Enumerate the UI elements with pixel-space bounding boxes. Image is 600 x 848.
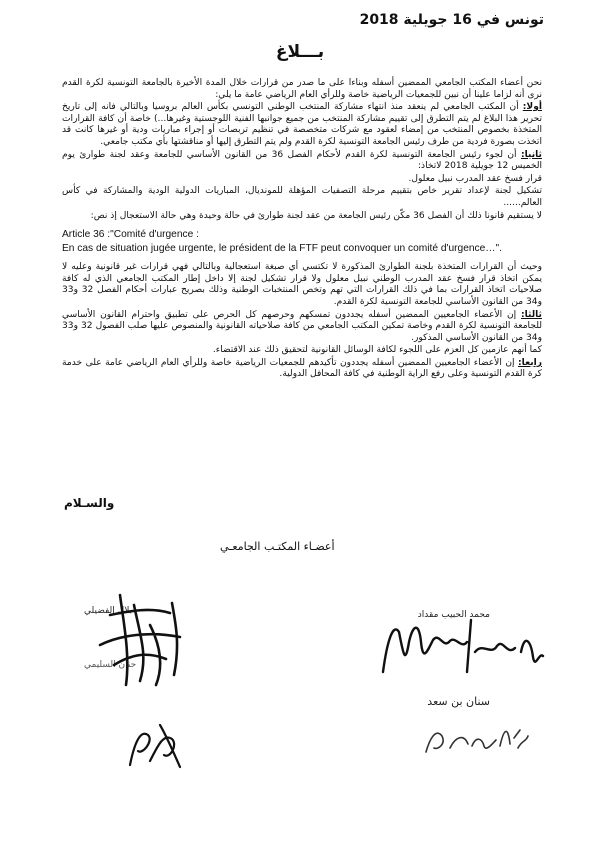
signatory-name-left-top: بلال الفضيلي — [84, 606, 133, 616]
point-three-text: إن الأعضاء الجامعيين الممضين أسفله يجددون تمسكهم وحرصهم كل الحرص على تطبيق واحترام القانون الأساسي للجامعة التونسية لكرة القدم وخاصة تمكين المكتب الجامعي من كافة صلاحياته القانونية والمنصوص عليها صلب الفصول 32 و33 و34 من القانون الأساسي المذكور. — [62, 309, 542, 343]
point-two — [62, 150, 542, 173]
intro-paragraph: نحن أعضاء المكتب الجامعي الممضين أسفله وبناءا على ما صدر من قرارات خلال المدة الأخيرة بالجامعة التونسية لكرة القدم نرى أنه لزاما علينا أن نبين للجمعيات الرياضية خاصة وللرأي العام الرياضي عامة ما يلي: — [62, 78, 542, 100]
members-label: أعضـاء المكتـب الجامعـي — [220, 540, 335, 553]
article-quote-line-2: En cas de situation jugée urgente, le président de la FTF peut convoquer un comité d'urgence…". — [62, 243, 502, 255]
signatory-name-left-mid: حنان السليمي — [84, 660, 137, 670]
point-two-item-2: تشكيل لجنة لإعداد تقرير خاص بتقييم مرحلة التصفيات المؤهلة للمونديال، المباريات الدولية الودية والمشاركة في كأس العالم...... — [62, 186, 542, 208]
point-two-text: أن لجوء رئيس الجامعة التونسية لكرة القدم لأحكام الفصل 36 من القانون الأساسي للجامعة وعقد لجنة طوارئ يوم الخميس 12 جويلية 2018 لاتخاذ: — [62, 149, 542, 172]
point-one-text: أن المكتب الجامعي لم ينعقد منذ انتهاء مشاركة المنتخب الوطني التونسي بكأس العالم بروسيا وبالتالي فانه إلى تاريخ تحرير هذا البلاغ لم يتم التطرق إلى تقييم مشاركة المنتخب من جميع جوانبها الفنية اللوجستية وغيرها...) خاصة أن كافة القرارات المتخذة بخصوص المنتخب من إمضاء لعقود مع شركات متخصصة في تنظيم تربصات أو إجراء مباريات ودية أو غيرها كانت قد اتخذت بصورة فردية من طرف رئيس الجامعة التونسية لكرة القدم ولم يتم التطرق إليها أو مناقشتها بأي مكتب جامعي. — [62, 102, 542, 147]
point-three-preamble: وحيث أن القرارات المتخذة بلجنة الطوارئ المذكورة لا تكتسي أي صبغة استعجالية وبالتالي فهي قرارات غير قانونية وعليه لا يمكن اتخاذ قرار فسخ عقد المدرب الوطني نبيل معلول ولا قرار تشكيل لجنة إلا داخل إطار المكتب الجامعي الذي له كافة صلاحيات اتخاذ القرارات بما في ذلك القرارات التي تهم وتخص المنتخبات الوطنية وذلك بصريح عبارات أحكام الفصل 32 و33 و34 من القانون الأساسي للجامعة التونسية لكرة القدم. — [62, 262, 542, 307]
article-quote-line-1: Article 36 :"Comité d'urgence : — [62, 229, 199, 241]
document-date: تونس في 16 جويلية 2018 — [359, 12, 544, 28]
signatory-name-right-top: محمد الحبيب مقداد — [417, 610, 490, 620]
point-one — [62, 102, 542, 148]
point-three-label: ثالثا: — [520, 309, 542, 320]
signature-right-top — [375, 612, 545, 682]
point-two-item-1: قرار فسخ عقد المدرب نبيل معلول. — [408, 173, 542, 184]
signature-left-bottom — [120, 715, 190, 775]
signatory-name-right-bottom: سنان بن سعد — [427, 695, 490, 708]
point-three-note: كما أنهم عازمين كل العزم على اللجوء لكافة الوسائل القانونية لتحقيق ذلك عند الاقتضاء. — [212, 345, 542, 356]
point-two-label: ثانيا: — [520, 149, 542, 160]
statement-body — [62, 78, 542, 382]
point-four-label: رابعا: — [518, 357, 542, 368]
point-four — [62, 358, 542, 381]
point-one-label: أولا: — [522, 102, 542, 113]
point-four-text: إن الأعضاء الجامعيين الممضين أسفله يجددون تأكيدهم للجمعيات الرياضية خاصة وللرأي العام الرياضي عامة على خدمة كرة القدم التونسية وعلى رفع الراية الوطنية في كافة المحافل الدولية. — [62, 357, 542, 380]
point-three — [62, 310, 542, 345]
closing-salutation: والسـلام — [64, 496, 115, 510]
point-two-note: لا يستقيم قانونا ذلك أن الفصل 36 مكّن رئيس الجامعة من عقد لجنة طوارئ في حالة وحيدة وهي حالة الاستعجال إذ نص: — [90, 210, 542, 221]
signature-left-top — [90, 585, 200, 695]
article-quote — [62, 228, 542, 256]
document-title: بـــلاغ — [275, 42, 325, 62]
signature-right-bottom — [420, 718, 530, 758]
